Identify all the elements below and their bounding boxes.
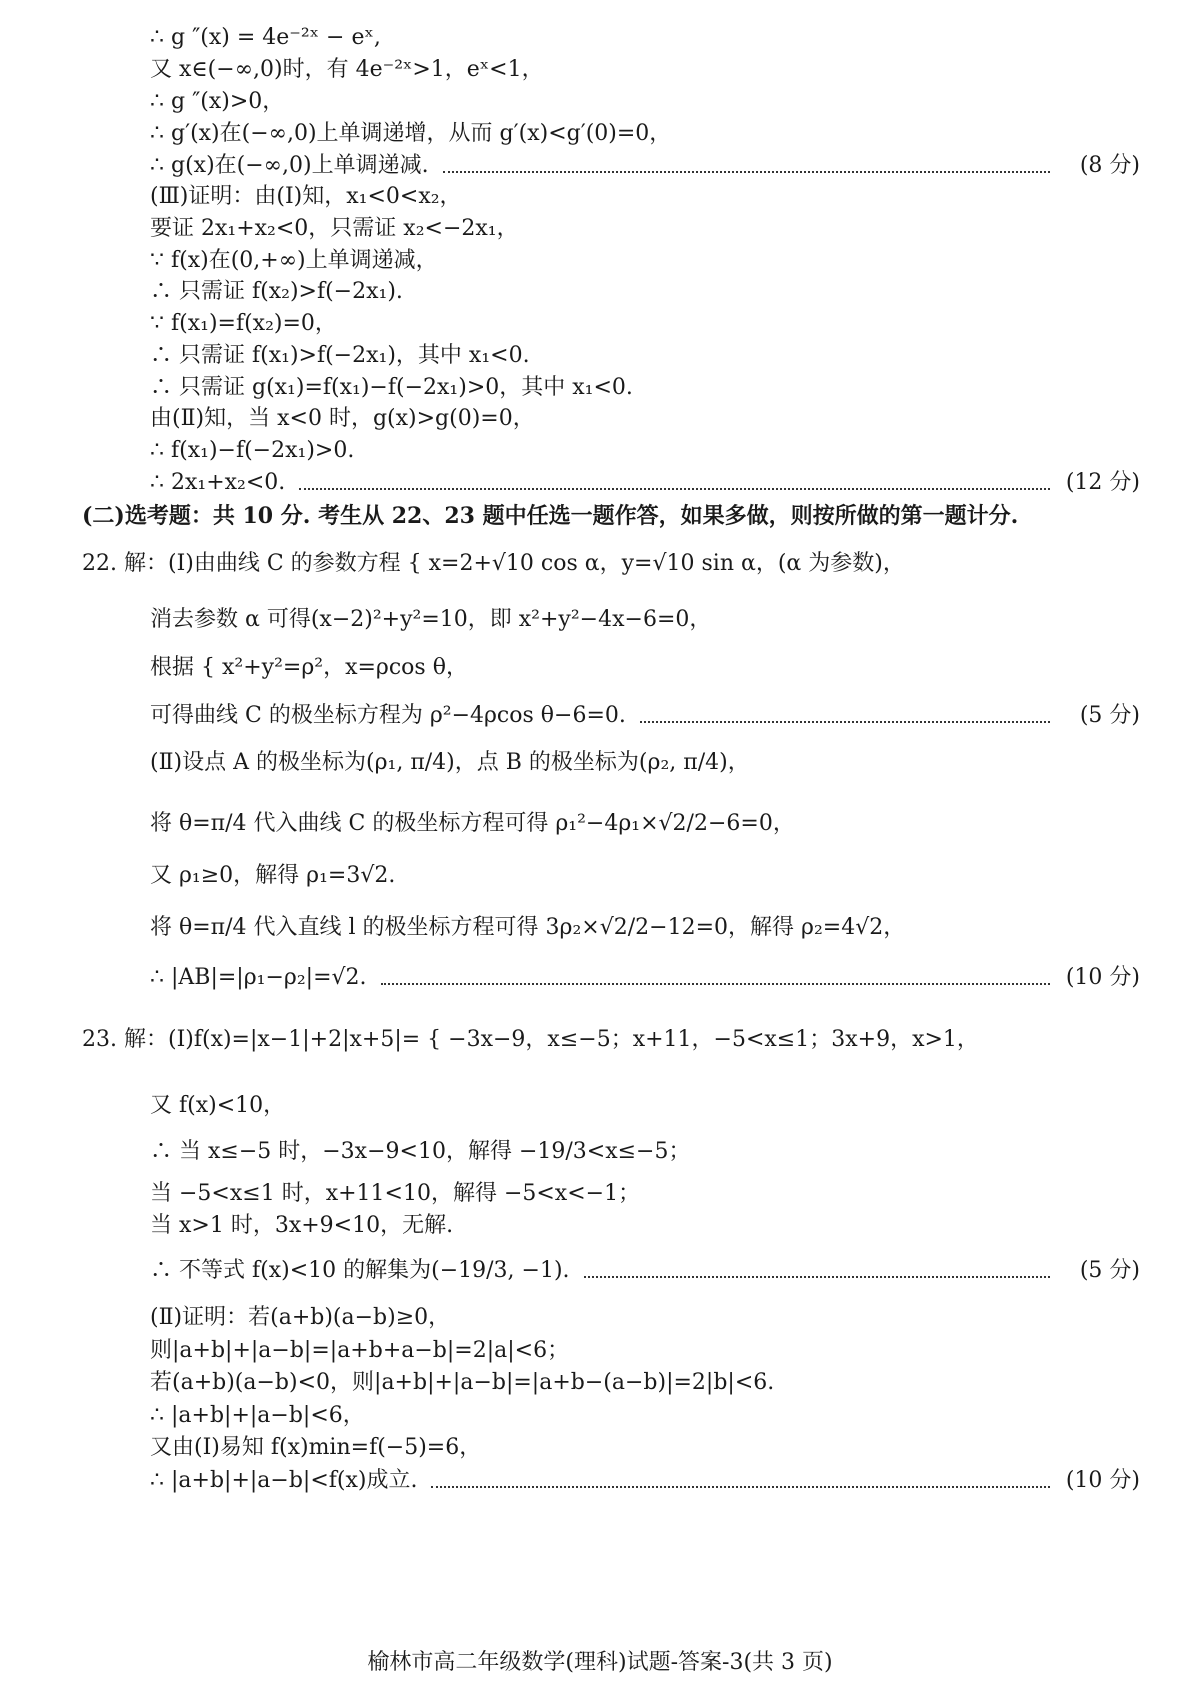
solution-line — [150, 276, 1140, 308]
line-text: 若(a+b)(a−b)<0，则|a+b|+|a−b|=|a+b−(a−b)|=2|b|<6. — [150, 1370, 775, 1395]
line-text: ∵ f(x₁)=f(x₂)=0， — [150, 311, 337, 336]
line-text: (二)选考题：共 10 分. 考生从 22、23 题中任选一题作答，如果多做，则按所做的第一题计分. — [82, 503, 1019, 529]
line-text: 又 f(x)<10， — [150, 1093, 286, 1118]
line-text: (Ⅱ)证明：若(a+b)(a−b)≥0， — [150, 1305, 451, 1330]
line-text: 将 θ=π/4 代入直线 l 的极坐标方程可得 3ρ₂×√2/2−12=0，解得 ρ₂=4√2， — [150, 915, 906, 940]
solution-line — [150, 1465, 1140, 1497]
line-text: ∴ |a+b|+|a−b|<f(x)成立. — [150, 1468, 418, 1493]
line-text: 要证 2x₁+x₂<0，只需证 x₂<−2x₁， — [150, 216, 519, 241]
leader-dots — [431, 1454, 1050, 1488]
line-text: ∵ f(x)在(0,+∞)上单调递减， — [150, 248, 438, 273]
solution-line — [82, 1024, 1140, 1056]
line-text: ∴ g(x)在(−∞,0)上单调递减. — [150, 153, 429, 178]
solution-line — [150, 340, 1140, 372]
solution-line — [150, 467, 1140, 499]
line-text: ∴ |AB|=|ρ₁−ρ₂|=√2. — [150, 965, 367, 990]
score-label: (5 分) — [1079, 703, 1140, 728]
leader-dots — [443, 139, 1050, 173]
line-text: (Ⅲ)证明：由(Ⅰ)知，x₁<0<x₂， — [150, 184, 462, 209]
line-text: ∴ g ″(x)>0， — [150, 89, 285, 114]
solution-line — [150, 700, 1140, 732]
section-heading — [82, 500, 1140, 532]
line-text: ∴ 2x₁+x₂<0. — [150, 470, 286, 495]
solution-line — [150, 747, 1140, 779]
solution-line — [150, 604, 1140, 636]
solution-line — [150, 245, 1140, 277]
solution-line — [150, 1136, 1140, 1168]
line-text: 由(Ⅱ)知，当 x<0 时，g(x)>g(0)=0， — [150, 406, 535, 431]
line-text: ∴ |a+b|+|a−b|<6， — [150, 1403, 365, 1428]
line-text: 又 x∈(−∞,0)时，有 4e⁻²ˣ>1，eˣ<1， — [150, 57, 544, 82]
line-text: ∴ 当 x≤−5 时，−3x−9<10，解得 −19/3<x≤−5； — [150, 1139, 691, 1164]
leader-dots — [381, 951, 1050, 985]
leader-dots — [299, 456, 1050, 490]
line-text: 22. 解：(Ⅰ)由曲线 C 的参数方程 { x=2+√10 cos α，y=√10 sin α，(α 为参数)， — [82, 551, 905, 576]
solution-line — [150, 1090, 1140, 1122]
line-text: 则|a+b|+|a−b|=|a+b+a−b|=2|a|<6； — [150, 1338, 570, 1363]
solution-line — [150, 372, 1140, 404]
line-text: 消去参数 α 可得(x−2)²+y²=10，即 x²+y²−4x−6=0， — [150, 607, 712, 632]
line-text: ∴ g′(x)在(−∞,0)上单调递增，从而 g′(x)<g′(0)=0， — [150, 121, 672, 146]
line-text: 当 −5<x≤1 时，x+11<10，解得 −5<x<−1； — [150, 1181, 641, 1206]
line-text: 23. 解：(Ⅰ)f(x)=|x−1|+2|x+5|= { −3x−9，x≤−5；x+11，−5<x≤1；3x+9，x>1， — [82, 1027, 979, 1052]
line-text: ∴ 只需证 f(x₂)>f(−2x₁). — [150, 279, 403, 304]
line-text: ∴ 不等式 f(x)<10 的解集为(−19/3, −1). — [150, 1258, 570, 1283]
line-text: ∴ 只需证 g(x₁)=f(x₁)−f(−2x₁)>0，其中 x₁<0. — [150, 375, 633, 400]
solution-line — [150, 403, 1140, 435]
score-label: (8 分) — [1079, 153, 1140, 178]
solution-line — [150, 962, 1140, 994]
line-text: ∴ f(x₁)−f(−2x₁)>0. — [150, 438, 355, 463]
line-text: 根据 { x²+y²=ρ²，x=ρcos θ， — [150, 655, 468, 680]
solution-line — [150, 860, 1140, 892]
solution-line — [150, 86, 1140, 118]
page-footer: 榆林市高二年级数学(理科)试题-答案-3(共 3 页) — [367, 1650, 833, 1675]
solution-line — [82, 548, 1140, 580]
score-label: (10 分) — [1065, 1468, 1140, 1493]
score-label: (5 分) — [1079, 1258, 1140, 1283]
solution-line — [150, 1302, 1140, 1334]
solution-line — [150, 1367, 1140, 1399]
solution-line — [150, 912, 1140, 944]
solution-line — [150, 1335, 1140, 1367]
leader-dots — [640, 689, 1050, 723]
solution-line — [150, 213, 1140, 245]
score-label: (12 分) — [1065, 470, 1140, 495]
solution-line — [150, 1178, 1140, 1210]
solution-line — [150, 1400, 1140, 1432]
line-text: ∴ g ″(x) = 4e⁻²ˣ − eˣ, — [150, 25, 381, 50]
solution-line — [150, 181, 1140, 213]
solution-line — [150, 1210, 1140, 1242]
line-text: 当 x>1 时，3x+9<10，无解. — [150, 1213, 454, 1238]
solution-line — [150, 652, 1140, 684]
solution-line — [150, 808, 1140, 840]
score-label: (10 分) — [1065, 965, 1140, 990]
line-text: (Ⅱ)设点 A 的极坐标为(ρ₁, π/4)，点 B 的极坐标为(ρ₂, π/4)， — [150, 750, 750, 775]
line-text: 又 ρ₁≥0，解得 ρ₁=3√2. — [150, 863, 396, 888]
line-text: 将 θ=π/4 代入曲线 C 的极坐标方程可得 ρ₁²−4ρ₁×√2/2−6=0， — [150, 811, 795, 836]
line-text: 又由(Ⅰ)易知 f(x)min=f(−5)=6， — [150, 1435, 482, 1460]
solution-line — [150, 22, 1140, 54]
solution-line — [150, 54, 1140, 86]
solution-line — [150, 308, 1140, 340]
leader-dots — [584, 1244, 1050, 1278]
line-text: 可得曲线 C 的极坐标方程为 ρ²−4ρcos θ−6=0. — [150, 703, 626, 728]
line-text: ∴ 只需证 f(x₁)>f(−2x₁)，其中 x₁<0. — [150, 343, 530, 368]
solution-line — [150, 150, 1140, 182]
solution-line — [150, 1255, 1140, 1287]
